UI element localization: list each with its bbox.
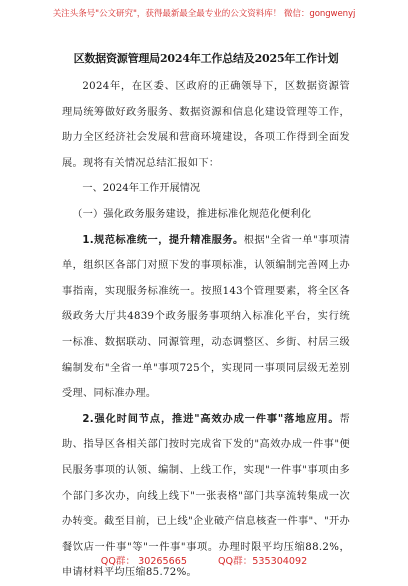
document-title: 区数据资源管理局2024年工作总结及2025年工作计划 [73, 52, 339, 65]
subsection-heading: （一）强化政务服务建设，推进标准化规范化便利化 [72, 208, 312, 220]
item-2-body: 帮助、指导区各相关部门按时完成省下发的"高效办成一件事"便民服务事项的认领、编制、上线工作，实现"一件事"事项由多个部门多次办，向线上线下"一张表格"部门共享流转集成一次办转变。截至目前，已上线"企业破产信息核查一件事"、"开办餐饮店一件事"等"一件事"事项。办理时限平均压缩88.2%，申请材料平均压缩85.72%。 [62, 413, 350, 579]
intro-paragraph: 2024年，在区委、区政府的正确领导下，区数据资源管理局统筹做好政务服务、数据资源和信息化建设管理等工作，助力全区经济社会发展和营商环境建设，各项工作得到全面发展。现将有关情况总结汇报如下： [62, 81, 350, 169]
footer-banner [0, 554, 408, 570]
footer-qq-group-1: QQ群： 30265665 [100, 556, 187, 567]
item-2-lead: 2.强化时间节点，推进"高效办成一件事"落地应用。 [82, 413, 340, 425]
document-body [62, 50, 350, 586]
section-heading: 一、2024年工作开展情况 [82, 183, 201, 195]
item-1-body: 根据"全省一单"事项清单，组织区各部门对照下发的事项标准，认领编制完善网上办事指南，实现服务标准统一。按照143个管理要素，将全区各级政务大厅共4839个政务服务事项纳入标准化平台，实行统一标准、数据联动、同源管理，动态调整区、乡街、村居三级编制发布"全省一单"事项725个，实现同一事项同层级无差别受理、同标准办理。 [62, 234, 351, 400]
header-banner: 关注头条号"公文研究"，获得最新最全最专业的公文资料库！ 微信：gongwenyj [52, 9, 356, 19]
footer-qq-group-2: QQ群：535304092 [218, 556, 308, 567]
item-1-paragraph [62, 228, 350, 407]
item-1-lead: 1.规范标准统一，提升精准服务。 [82, 234, 244, 246]
